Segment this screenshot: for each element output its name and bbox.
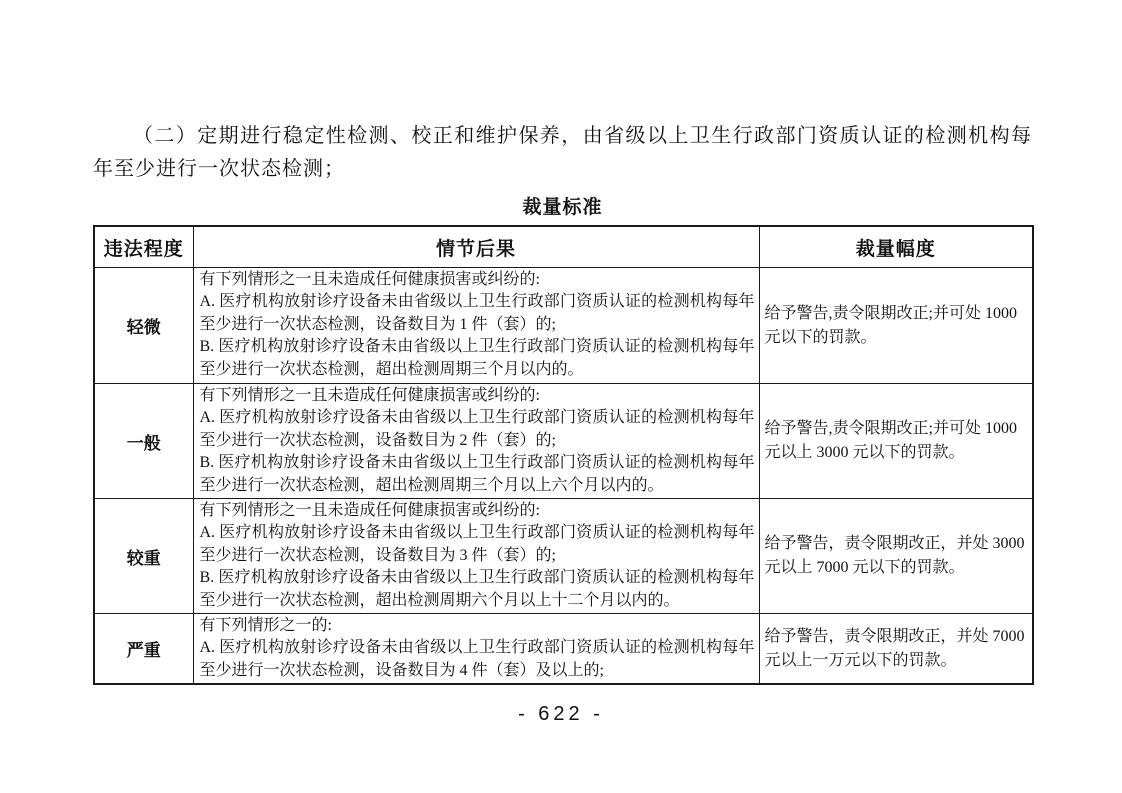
range-text: 给予警告，责令限期改正，并处 3000 元以上 7000 元以下的罚款。: [764, 535, 1025, 577]
table-header-row: [94, 226, 1033, 268]
circumstance-line: 有下列情形之一且未造成任何健康损害或纠纷的:: [199, 502, 540, 520]
degree-cell: 一般: [94, 384, 193, 499]
circumstance-line: 有下列情形之一且未造成任何健康损害或纠纷的:: [199, 271, 540, 288]
table-row: [94, 268, 1033, 384]
header-circumstances: 情节后果: [193, 226, 759, 268]
circumstances-cell: [193, 499, 759, 614]
document-content: [93, 120, 1032, 685]
table-row: [94, 384, 1033, 499]
circumstance-line: A. 医疗机构放射诊疗设备未由省级以上卫生行政部门资质认证的检测机构每年至少进行一次状态检测，设备数目为 2 件（套）的;: [199, 409, 755, 449]
circumstance-line: B. 医疗机构放射诊疗设备未由省级以上卫生行政部门资质认证的检测机构每年至少进行一次状态检测，超出检测周期三个月以内的。: [199, 338, 755, 378]
circumstance-line: A. 医疗机构放射诊疗设备未由省级以上卫生行政部门资质认证的检测机构每年至少进行一次状态检测，设备数目为 4 件（套）及以上的;: [199, 639, 755, 679]
intro-paragraph: （二）定期进行稳定性检测、校正和维护保养，由省级以上卫生行政部门资质认证的检测机构每年至少进行一次状态检测；: [93, 125, 1032, 180]
range-cell: [759, 268, 1033, 384]
circumstance-line: 有下列情形之一且未造成任何健康损害或纠纷的:: [199, 387, 540, 404]
range-cell: [759, 384, 1033, 499]
page-number: - 622 -: [518, 703, 604, 725]
discretion-table: [93, 225, 1034, 685]
circumstance-line: B. 医疗机构放射诊疗设备未由省级以上卫生行政部门资质认证的检测机构每年至少进行一次状态检测，超出检测周期六个月以上十二个月以内的。: [199, 569, 755, 609]
table-row: [94, 614, 1033, 685]
circumstances-cell: [193, 384, 759, 499]
range-cell: [759, 614, 1033, 685]
range-text: 给予警告，责令限期改正，并处 7000 元以上一万元以下的罚款。: [764, 627, 1025, 669]
table-row: [94, 499, 1033, 614]
header-degree: 违法程度: [94, 226, 193, 268]
degree-cell: 较重: [94, 499, 193, 614]
range-text: 给予警告,责令限期改正;并可处 1000 元以上 3000 元以下的罚款。: [764, 420, 1017, 462]
table-title: 裁量标准: [522, 197, 603, 218]
degree-cell: 轻微: [94, 268, 193, 384]
header-range: 裁量幅度: [759, 226, 1033, 268]
circumstance-line: 有下列情形之一的:: [199, 617, 332, 635]
circumstances-cell: [193, 614, 759, 685]
range-text: 给予警告,责令限期改正;并可处 1000 元以下的罚款。: [764, 304, 1017, 346]
range-cell: [759, 499, 1033, 614]
circumstances-cell: [193, 268, 759, 384]
circumstance-line: A. 医疗机构放射诊疗设备未由省级以上卫生行政部门资质认证的检测机构每年至少进行一次状态检测，设备数目为 1 件（套）的;: [199, 293, 755, 333]
circumstance-line: A. 医疗机构放射诊疗设备未由省级以上卫生行政部门资质认证的检测机构每年至少进行一次状态检测，设备数目为 3 件（套）的;: [199, 524, 755, 564]
circumstance-line: B. 医疗机构放射诊疗设备未由省级以上卫生行政部门资质认证的检测机构每年至少进行一次状态检测，超出检测周期三个月以上六个月以内的。: [199, 454, 755, 494]
degree-cell: 严重: [94, 614, 193, 685]
